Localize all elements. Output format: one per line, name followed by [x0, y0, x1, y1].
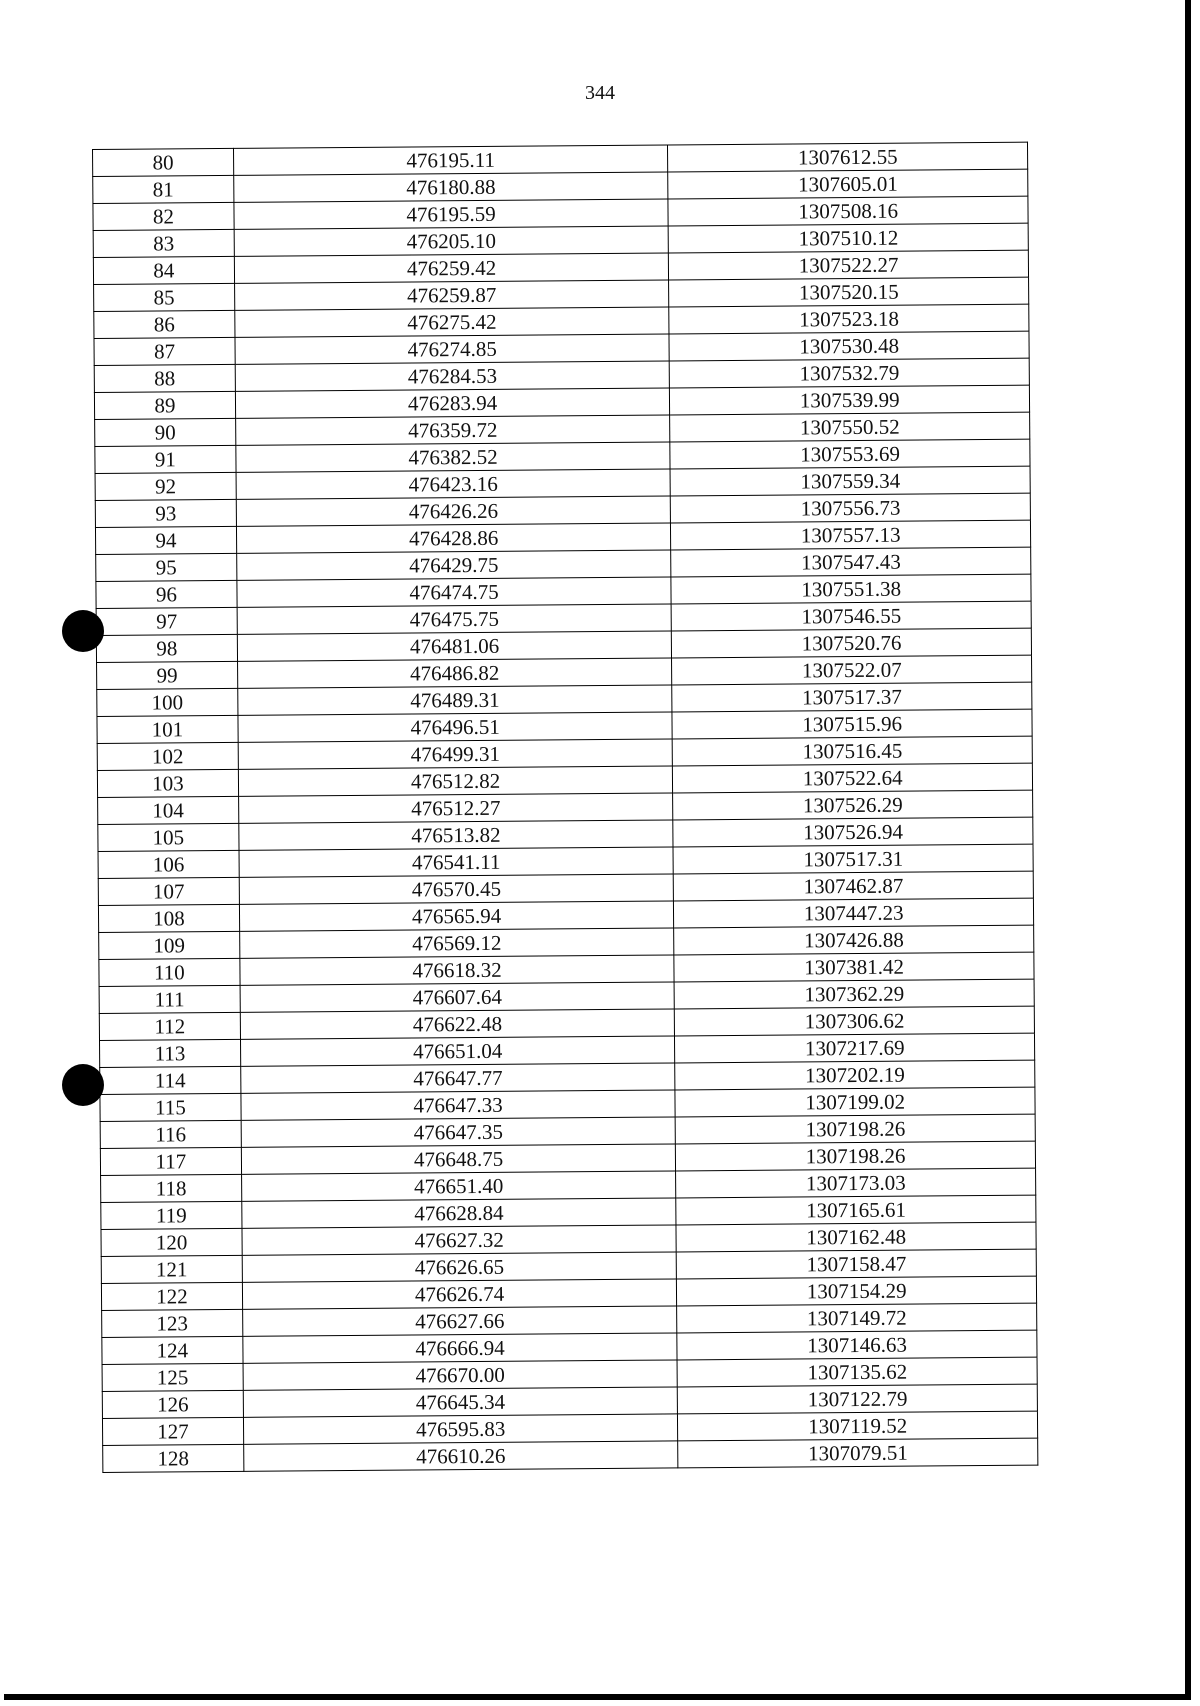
point-number-cell: 106 [98, 850, 239, 878]
easting-cell: 476627.66 [242, 1306, 677, 1336]
point-number-cell: 94 [95, 526, 236, 554]
northing-cell: 1307517.37 [672, 682, 1032, 712]
easting-cell: 476651.40 [241, 1171, 676, 1201]
northing-cell: 1307079.51 [678, 1438, 1038, 1468]
easting-cell: 476513.82 [239, 820, 674, 850]
point-number-cell: 80 [93, 148, 234, 176]
northing-cell: 1307447.23 [674, 898, 1034, 928]
easting-cell: 476274.85 [235, 334, 670, 364]
easting-cell: 476595.83 [243, 1414, 678, 1444]
easting-cell: 476423.16 [236, 469, 671, 499]
northing-cell: 1307162.48 [676, 1222, 1036, 1252]
coordinate-table [92, 142, 1038, 1473]
easting-cell: 476569.12 [239, 928, 674, 958]
point-number-cell: 85 [94, 283, 235, 311]
easting-cell: 476475.75 [237, 604, 672, 634]
point-number-cell: 120 [101, 1228, 242, 1256]
page-number: 344 [585, 82, 615, 104]
northing-cell: 1307546.55 [671, 601, 1031, 631]
easting-cell: 476607.64 [240, 982, 675, 1012]
point-number-cell: 112 [99, 1012, 240, 1040]
point-number-cell: 90 [95, 418, 236, 446]
northing-cell: 1307381.42 [674, 952, 1034, 982]
point-number-cell: 101 [97, 715, 238, 743]
northing-cell: 1307559.34 [670, 466, 1030, 496]
northing-cell: 1307198.26 [676, 1141, 1036, 1171]
easting-cell: 476259.42 [234, 253, 669, 283]
northing-cell: 1307202.19 [675, 1060, 1035, 1090]
northing-cell: 1307362.29 [674, 979, 1034, 1009]
easting-cell: 476486.82 [237, 658, 672, 688]
easting-cell: 476180.88 [234, 172, 669, 202]
northing-cell: 1307522.27 [669, 250, 1029, 280]
northing-cell: 1307158.47 [677, 1249, 1037, 1279]
easting-cell: 476428.86 [236, 523, 671, 553]
northing-cell: 1307539.99 [670, 385, 1030, 415]
point-number-cell: 126 [102, 1390, 243, 1418]
easting-cell: 476647.77 [241, 1063, 676, 1093]
easting-cell: 476618.32 [240, 955, 675, 985]
point-number-cell: 118 [101, 1174, 242, 1202]
point-number-cell: 105 [98, 823, 239, 851]
point-number-cell: 122 [101, 1282, 242, 1310]
easting-cell: 476541.11 [239, 847, 674, 877]
northing-cell: 1307173.03 [676, 1168, 1036, 1198]
point-number-cell: 100 [97, 688, 238, 716]
point-number-cell: 109 [99, 931, 240, 959]
northing-cell: 1307198.26 [675, 1114, 1035, 1144]
point-number-cell: 117 [100, 1147, 241, 1175]
easting-cell: 476627.32 [242, 1225, 677, 1255]
easting-cell: 476359.72 [235, 415, 670, 445]
point-number-cell: 87 [94, 337, 235, 365]
point-number-cell: 99 [97, 661, 238, 689]
easting-cell: 476622.48 [240, 1009, 675, 1039]
northing-cell: 1307199.02 [675, 1087, 1035, 1117]
easting-cell: 476429.75 [237, 550, 672, 580]
easting-cell: 476645.34 [243, 1387, 678, 1417]
easting-cell: 476565.94 [239, 901, 674, 931]
easting-cell: 476382.52 [236, 442, 671, 472]
northing-cell: 1307523.18 [669, 304, 1029, 334]
point-number-cell: 89 [94, 391, 235, 419]
northing-cell: 1307557.13 [671, 520, 1031, 550]
point-number-cell: 116 [100, 1120, 241, 1148]
northing-cell: 1307146.63 [677, 1330, 1037, 1360]
easting-cell: 476647.33 [241, 1090, 676, 1120]
point-number-cell: 125 [102, 1363, 243, 1391]
easting-cell: 476512.27 [238, 793, 673, 823]
easting-cell: 476259.87 [234, 280, 669, 310]
northing-cell: 1307612.55 [668, 142, 1028, 172]
northing-cell: 1307119.52 [678, 1411, 1038, 1441]
easting-cell: 476426.26 [236, 496, 671, 526]
point-number-cell: 113 [100, 1039, 241, 1067]
point-number-cell: 123 [102, 1309, 243, 1337]
northing-cell: 1307517.31 [673, 844, 1033, 874]
northing-cell: 1307550.52 [670, 412, 1030, 442]
easting-cell: 476626.74 [242, 1279, 677, 1309]
northing-cell: 1307605.01 [668, 169, 1028, 199]
easting-cell: 476670.00 [243, 1360, 678, 1390]
easting-cell: 476195.11 [233, 145, 668, 175]
northing-cell: 1307556.73 [671, 493, 1031, 523]
easting-cell: 476666.94 [243, 1333, 678, 1363]
northing-cell: 1307526.94 [673, 817, 1033, 847]
point-number-cell: 111 [99, 985, 240, 1013]
northing-cell: 1307165.61 [676, 1195, 1036, 1225]
easting-cell: 476474.75 [237, 577, 672, 607]
easting-cell: 476481.06 [237, 631, 672, 661]
easting-cell: 476284.53 [235, 361, 670, 391]
northing-cell: 1307462.87 [674, 871, 1034, 901]
northing-cell: 1307520.15 [669, 277, 1029, 307]
northing-cell: 1307510.12 [668, 223, 1028, 253]
point-number-cell: 84 [93, 256, 234, 284]
easting-cell: 476499.31 [238, 739, 673, 769]
point-number-cell: 114 [100, 1066, 241, 1094]
easting-cell: 476275.42 [235, 307, 670, 337]
easting-cell: 476283.94 [235, 388, 670, 418]
point-number-cell: 98 [96, 634, 237, 662]
point-number-cell: 103 [97, 769, 238, 797]
point-number-cell: 88 [94, 364, 235, 392]
northing-cell: 1307508.16 [668, 196, 1028, 226]
point-number-cell: 108 [98, 904, 239, 932]
point-number-cell: 81 [93, 175, 234, 203]
northing-cell: 1307551.38 [671, 574, 1031, 604]
northing-cell: 1307522.64 [673, 763, 1033, 793]
easting-cell: 476626.65 [242, 1252, 677, 1282]
point-number-cell: 95 [96, 553, 237, 581]
coordinate-table-body [93, 142, 1038, 1472]
easting-cell: 476647.35 [241, 1117, 676, 1147]
northing-cell: 1307217.69 [675, 1033, 1035, 1063]
point-number-cell: 128 [103, 1444, 244, 1472]
northing-cell: 1307135.62 [677, 1357, 1037, 1387]
point-number-cell: 82 [93, 202, 234, 230]
northing-cell: 1307122.79 [678, 1384, 1038, 1414]
point-number-cell: 104 [98, 796, 239, 824]
easting-cell: 476648.75 [241, 1144, 676, 1174]
point-number-cell: 97 [96, 607, 237, 635]
northing-cell: 1307149.72 [677, 1303, 1037, 1333]
point-number-cell: 107 [98, 877, 239, 905]
easting-cell: 476610.26 [244, 1441, 679, 1471]
point-number-cell: 91 [95, 445, 236, 473]
northing-cell: 1307154.29 [677, 1276, 1037, 1306]
northing-cell: 1307516.45 [673, 736, 1033, 766]
point-number-cell: 93 [95, 499, 236, 527]
northing-cell: 1307526.29 [673, 790, 1033, 820]
northing-cell: 1307306.62 [675, 1006, 1035, 1036]
easting-cell: 476205.10 [234, 226, 669, 256]
northing-cell: 1307530.48 [669, 331, 1029, 361]
northing-cell: 1307515.96 [672, 709, 1032, 739]
point-number-cell: 83 [93, 229, 234, 257]
northing-cell: 1307553.69 [670, 439, 1030, 469]
point-number-cell: 115 [100, 1093, 241, 1121]
easting-cell: 476651.04 [240, 1036, 675, 1066]
point-number-cell: 121 [101, 1255, 242, 1283]
northing-cell: 1307532.79 [670, 358, 1030, 388]
easting-cell: 476628.84 [242, 1198, 677, 1228]
point-number-cell: 119 [101, 1201, 242, 1229]
punch-hole [62, 1064, 104, 1106]
point-number-cell: 102 [97, 742, 238, 770]
point-number-cell: 96 [96, 580, 237, 608]
northing-cell: 1307426.88 [674, 925, 1034, 955]
point-number-cell: 124 [102, 1336, 243, 1364]
northing-cell: 1307520.76 [672, 628, 1032, 658]
point-number-cell: 86 [94, 310, 235, 338]
easting-cell: 476496.51 [238, 712, 673, 742]
easting-cell: 476489.31 [238, 685, 673, 715]
northing-cell: 1307547.43 [671, 547, 1031, 577]
easting-cell: 476195.59 [234, 199, 669, 229]
point-number-cell: 92 [95, 472, 236, 500]
northing-cell: 1307522.07 [672, 655, 1032, 685]
easting-cell: 476570.45 [239, 874, 674, 904]
point-number-cell: 110 [99, 958, 240, 986]
easting-cell: 476512.82 [238, 766, 673, 796]
point-number-cell: 127 [102, 1417, 243, 1445]
